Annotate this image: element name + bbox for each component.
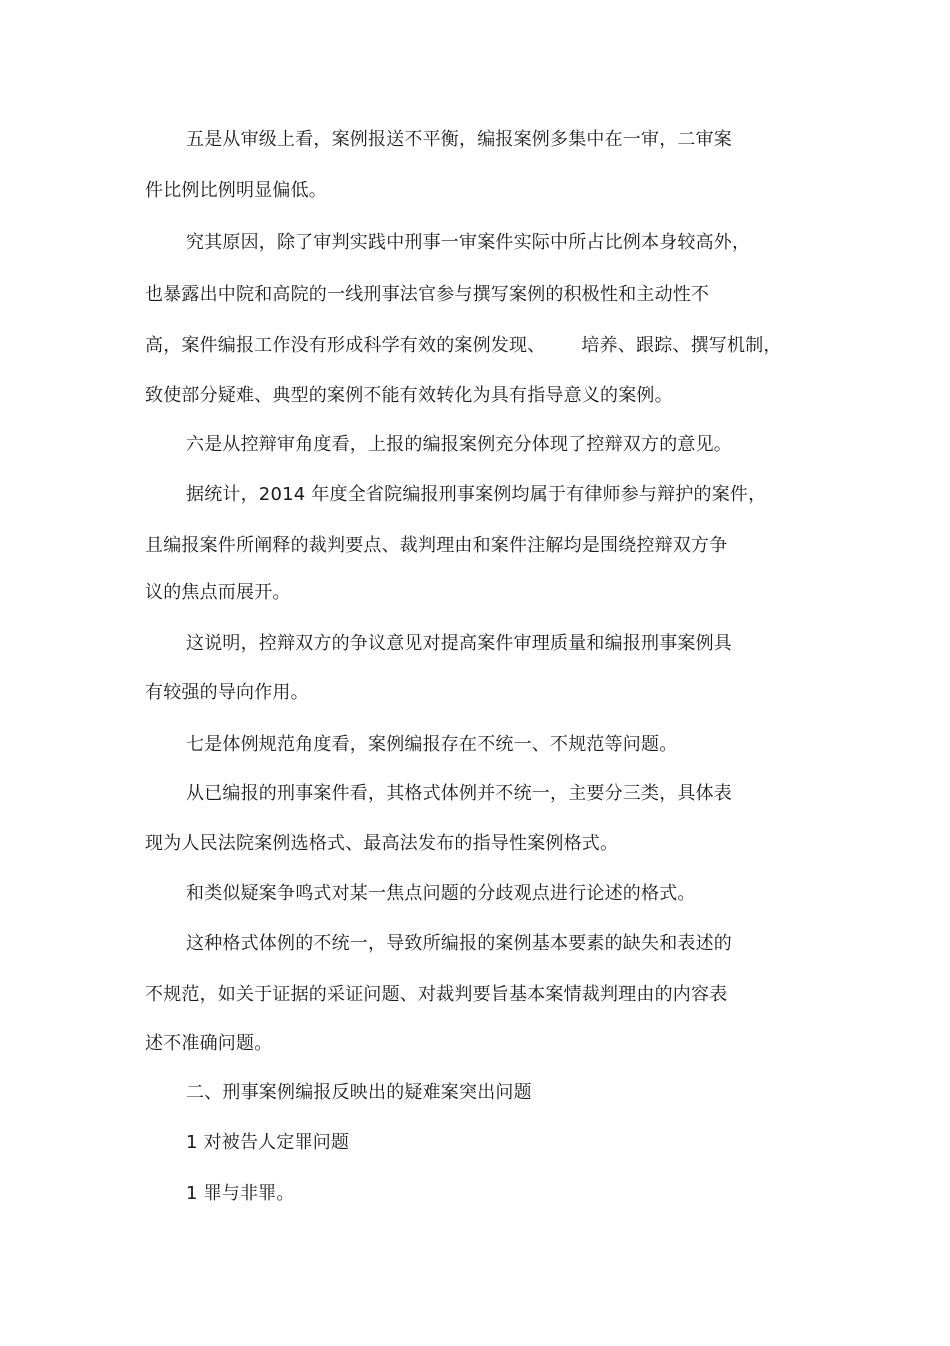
section-heading: 二、刑事案例编报反映出的疑难案突出问题 [186, 1082, 532, 1103]
paragraph-line: 有较强的导向作用。 [145, 682, 309, 703]
paragraph-line: 据统计，2014 年度全省院编报刑事案例均属于有律师参与辩护的案件， [186, 484, 767, 505]
subsection-heading: 1 对被告人定罪问题 [186, 1132, 350, 1153]
paragraph-line: 这种格式体例的不统一，导致所编报的案例基本要素的缺失和表述的 [186, 933, 732, 954]
paragraph-line: 六是从控辩审角度看，上报的编报案例充分体现了控辩双方的意见。 [186, 434, 732, 455]
paragraph-line: 现为人民法院案例选格式、最高法发布的指导性案例格式。 [145, 833, 619, 854]
paragraph-line: 和类似疑案争鸣式对某一焦点问题的分歧观点进行论述的格式。 [186, 883, 696, 904]
paragraph-line-part: 高，案件编报工作没有形成科学有效的案例发现、 [145, 335, 546, 356]
paragraph-line [145, 334, 782, 358]
paragraph-line: 这说明，控辩双方的争议意见对提高案件审理质量和编报刑事案例具 [186, 633, 732, 654]
paragraph-line-part: 培养、跟踪、撰写机制， [581, 335, 782, 356]
paragraph-line: 不规范，如关于证据的采证问题、对裁判要旨基本案情裁判理由的内容表 [145, 984, 728, 1005]
paragraph-line: 究其原因，除了审判实践中刑事一审案件实际中所占比例本身较高外， [186, 232, 751, 253]
paragraph-line: 也暴露出中院和高院的一线刑事法官参与撰写案例的积极性和主动性不 [145, 284, 710, 305]
paragraph-line: 且编报案件所阐释的裁判要点、裁判理由和案件注解均是围绕控辩双方争 [145, 535, 728, 556]
paragraph-line: 述不准确问题。 [145, 1033, 273, 1054]
paragraph-line: 五是从审级上看，案例报送不平衡，编报案例多集中在一审，二审案 [186, 129, 732, 150]
subsection-item: 1 罪与非罪。 [186, 1183, 295, 1204]
paragraph-line: 从已编报的刑事案件看，其格式体例并不统一，主要分三类，具体表 [186, 783, 732, 804]
paragraph-line: 致使部分疑难、典型的案例不能有效转化为具有指导意义的案例。 [145, 385, 673, 406]
paragraph-line: 七是体例规范角度看，案例编报存在不统一、不规范等问题。 [186, 734, 678, 755]
paragraph-line: 件比例比例明显偏低。 [145, 180, 327, 201]
paragraph-line: 议的焦点而展开。 [145, 582, 291, 603]
